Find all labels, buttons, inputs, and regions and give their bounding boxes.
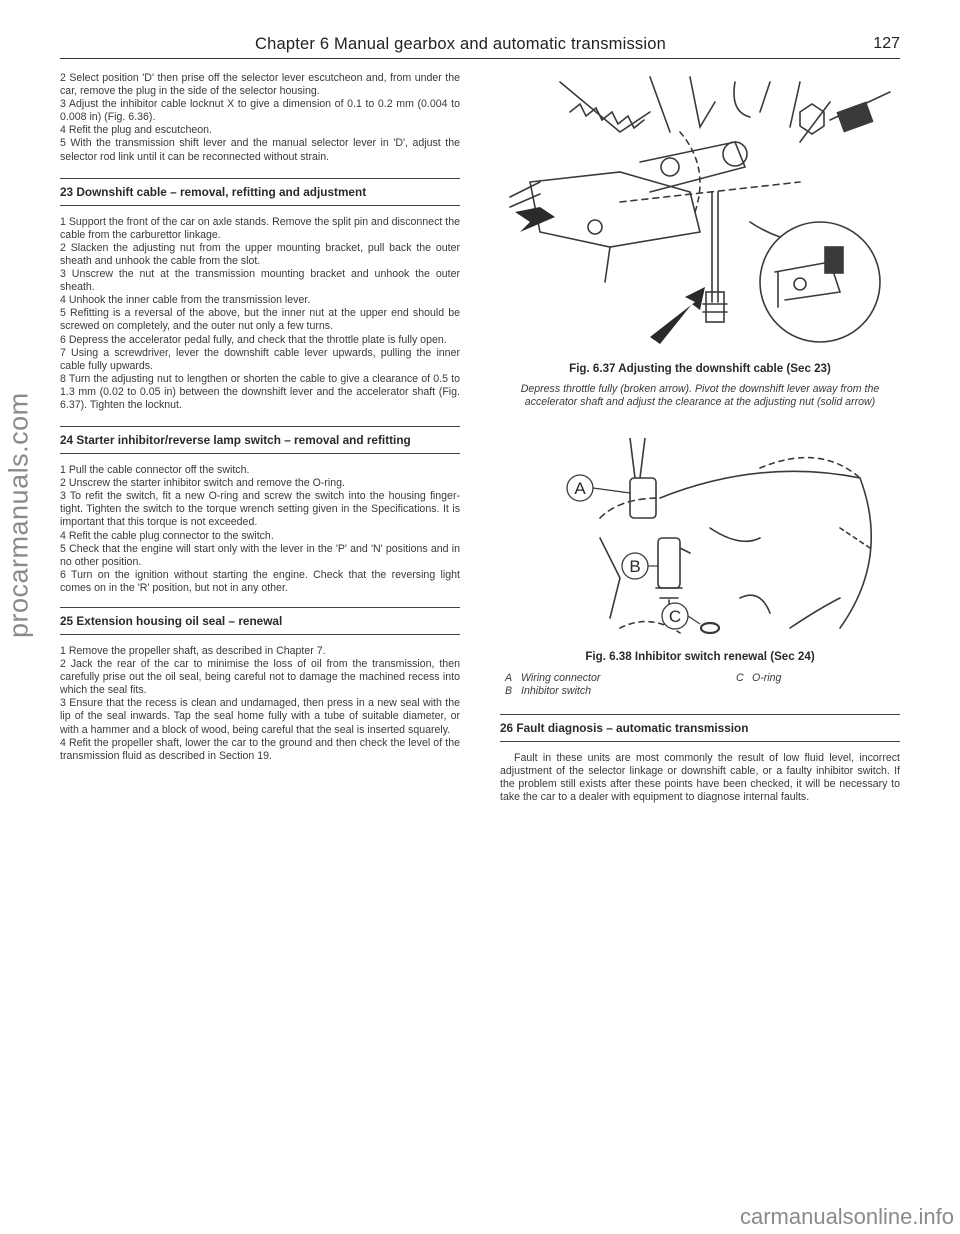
broken-arrow-icon — [515, 207, 555, 232]
legend-text: Inhibitor switch — [521, 685, 592, 697]
section-heading-25: 25 Extension housing oil seal – renewal — [60, 607, 460, 635]
figure-6-38-illustration — [560, 438, 900, 638]
paragraph: 6 Turn on the ignition without starting the engine. Check that the reversing light comes on in the 'R' position, but not in any other. — [60, 568, 460, 594]
paragraph: 4 Unhook the inner cable from the transmission lever. — [60, 294, 311, 307]
left-column — [60, 72, 460, 763]
paragraph: 3 Adjust the inhibitor cable locknut X to give a dimension of 0.1 to 0.2 mm (0.004 to 0.008 in) (Fig. 6.36). — [60, 98, 460, 124]
legend-key: C — [736, 672, 744, 684]
paragraph: 5 Refitting is a reversal of the above, but the inner nut at the upper end should be screwed on completely, and the outer nut only a few turns. — [60, 307, 460, 333]
label-c: C — [668, 607, 682, 626]
paragraph: 5 Check that the engine will start only with the lever in the 'P' and 'N' positions and in no other position. — [60, 542, 460, 568]
watermark-bottom: carmanualsonline.info — [739, 1204, 954, 1229]
label-b: B — [629, 557, 641, 576]
paragraph: 3 Ensure that the recess is clean and undamaged, then press in a new seal with the lip of the seal inwards. Tap the seal home fully with a tube of suitable diameter, or with a hammer and a block of wood, being careful that the seal is inserted squarely. — [60, 697, 460, 736]
legend-key: A — [505, 672, 513, 684]
figure-description: Depress throttle fully (broken arrow). Pivot the downshift lever away from the accelerator shaft and adjust the clearance at the adjusting nut (solid arrow) — [520, 383, 880, 408]
legend-text: O-ring — [752, 672, 782, 684]
figure-number: Fig. 6.38 Inhibitor switch renewal (Sec 24) — [585, 650, 815, 663]
legend-row — [505, 685, 895, 698]
paragraph: 2 Jack the rear of the car to minimise the loss of oil from the transmission, then carefully prise out the oil seal, being careful not to damage the machined recess into which the seal fits. — [60, 658, 460, 697]
figure-6-37-caption — [505, 362, 895, 409]
figure-number: Fig. 6.37 Adjusting the downshift cable (Sec 23) — [569, 362, 831, 375]
page-number: 127 — [873, 35, 900, 52]
paragraph: 6 Depress the accelerator pedal fully, and check that the throttle plate is fully open. — [60, 333, 447, 346]
figure-6-38-legend — [505, 672, 895, 698]
paragraph: 8 Turn the adjusting nut to lengthen or shorten the cable to give a clearance of 0.5 to 1.3 mm (0.02 to 0.05 in) between the downshift lever and the accelerator shaft (Fig. 6.37). Tighten the locknut. — [60, 372, 460, 411]
legend-row — [505, 672, 895, 685]
watermark-left: procarmanuals.com — [3, 392, 34, 638]
paragraph: 4 Refit the plug and escutcheon. — [60, 124, 212, 137]
label-a: A — [574, 479, 586, 498]
paragraph: 2 Slacken the adjusting nut from the upper mounting bracket, pull back the outer sheath and unhook the cable from the slot. — [60, 241, 460, 267]
paragraph: 2 Select position 'D' then prise off the selector lever escutcheon and, from under the car, remove the plug in the side of the selector housing. — [60, 72, 460, 98]
paragraph: 2 Unscrew the starter inhibitor switch and remove the O-ring. — [60, 477, 345, 490]
section-heading-23: 23 Downshift cable – removal, refitting and adjustment — [60, 178, 460, 206]
chapter-title: Chapter 6 Manual gearbox and automatic transmission — [255, 35, 667, 53]
paragraph: 5 With the transmission shift lever and the manual selector lever in 'D', adjust the selector rod link until it can be reconnected without strain. — [60, 137, 460, 163]
paragraph: Fault in these units are most commonly the result of low fluid level, incorrect adjustment of the selector linkage or downshift cable, or a faulty inhibitor switch. If the problem still exists after these points have been checked, it will be necessary to take the car to a dealer with equipment to diagnose internal faults. — [500, 752, 900, 804]
legend-key: B — [505, 685, 513, 697]
paragraph: 3 Unscrew the nut at the transmission mounting bracket and unhook the outer sheath. — [60, 268, 460, 294]
solid-arrow-icon — [650, 287, 705, 344]
legend-text: Wiring connector — [521, 672, 601, 684]
paragraph: 1 Pull the cable connector off the switch. — [60, 464, 250, 477]
paragraph: 4 Refit the propeller shaft, lower the car to the ground and then check the level of the transmission fluid as described in Section 19. — [60, 736, 460, 762]
paragraph: 3 To refit the switch, fit a new O-ring and screw the switch into the housing finger-tight. Tighten the switch to the torque wrench setting given in the Specifications. It is important that this torque is not exceeded. — [60, 490, 460, 529]
section-heading-26: 26 Fault diagnosis – automatic transmission — [500, 714, 900, 742]
section-heading-24: 24 Starter inhibitor/reverse lamp switch – removal and refitting — [60, 426, 460, 454]
paragraph: 1 Support the front of the car on axle stands. Remove the split pin and disconnect the cable from the carburettor linkage. — [60, 215, 460, 241]
paragraph: 7 Using a screwdriver, lever the downshift cable lever upwards, pulling the inner cable fully upwards. — [60, 346, 460, 372]
paragraph: 1 Remove the propeller shaft, as described in Chapter 7. — [60, 645, 326, 657]
paragraph: 4 Refit the cable plug connector to the switch. — [60, 529, 274, 542]
figure-6-38-caption — [505, 650, 895, 663]
right-column — [500, 700, 900, 804]
figure-6-37-illustration — [500, 72, 900, 362]
page-header — [60, 32, 900, 59]
